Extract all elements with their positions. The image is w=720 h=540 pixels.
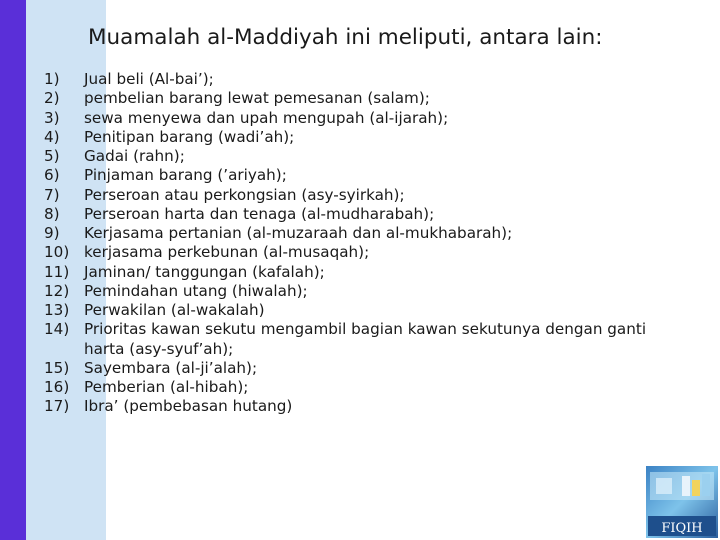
list-item-number: 6)	[44, 166, 60, 185]
list-item-number: 13)	[44, 301, 70, 319]
list-item-number: 1)	[44, 70, 60, 88]
decorative-band-dark	[0, 0, 26, 540]
slide-title: Muamalah al-Maddiyah ini meliputi, antara lain:	[88, 25, 603, 50]
list-item	[44, 397, 674, 416]
list-item-text: Ibra’ (pembebasan hutang)	[84, 397, 293, 416]
list-item-text: Penitipan barang (wadi’ah);	[84, 127, 295, 146]
list-item-number: 7)	[44, 185, 60, 204]
list-item	[44, 263, 674, 282]
list-item-number: 3)	[44, 108, 60, 127]
list-item	[44, 70, 674, 89]
list-item-text: Perseroan atau perkongsian (asy-syirkah);	[84, 185, 405, 204]
list-item-number: 15)	[44, 358, 70, 377]
list-item	[44, 147, 674, 166]
list-item	[44, 128, 674, 147]
list-item-number: 16)	[44, 378, 70, 396]
list-item-number: 12)	[44, 281, 70, 300]
list-item-number: 14)	[44, 320, 70, 339]
list-item	[44, 89, 674, 108]
list-item-text: Gadai (rahn);	[84, 147, 185, 165]
list-item-text: Jual beli (Al-bai’);	[84, 70, 214, 88]
list-item-text: sewa menyewa dan upah mengupah (al-ijarah);	[84, 108, 449, 127]
list-item-number: 2)	[44, 89, 60, 108]
list-item-number: 9)	[44, 224, 60, 242]
list-item-text: Pemberian (al-hibah);	[84, 378, 249, 396]
list-item	[44, 320, 674, 359]
list-item	[44, 243, 674, 262]
list-item-text: kerjasama perkebunan (al-musaqah);	[84, 243, 370, 262]
list-item-text: Prioritas kawan sekutu mengambil bagian kawan sekutunya dengan ganti harta (asy-syuf’ah);	[84, 320, 647, 358]
list-item	[44, 282, 674, 301]
list-item-number: 4)	[44, 127, 60, 146]
list-item-text: Sayembara (al-ji’alah);	[84, 358, 258, 377]
list-item-number: 17)	[44, 397, 70, 416]
list-item-text: Perwakilan (al-wakalah)	[84, 301, 265, 319]
list-item	[44, 224, 674, 243]
list-item-text: Pinjaman barang (’ariyah);	[84, 166, 287, 185]
list-item-number: 11)	[44, 262, 70, 281]
list-item	[44, 205, 674, 224]
list-item-text: Perseroan harta dan tenaga (al-mudharabah);	[84, 204, 435, 223]
list-item-number: 5)	[44, 147, 60, 165]
list-item-text: Pemindahan utang (hiwalah);	[84, 281, 308, 300]
list-item-number: 10)	[44, 243, 70, 262]
list-item	[44, 109, 674, 128]
list-item-text: Kerjasama pertanian (al-muzaraah dan al-mukhabarah);	[84, 224, 513, 242]
list-item	[44, 359, 674, 378]
muamalah-list	[44, 70, 674, 417]
list-item	[44, 166, 674, 185]
list-item-text: pembelian barang lewat pemesanan (salam);	[84, 89, 430, 108]
list-item	[44, 378, 674, 397]
book-cover-thumbnail	[646, 466, 718, 538]
list-item-text: Jaminan/ tanggungan (kafalah);	[84, 262, 325, 281]
list-item-number: 8)	[44, 204, 60, 223]
list-item	[44, 301, 674, 320]
thumbnail-caption: FIQIH	[661, 521, 703, 536]
list-item	[44, 186, 674, 205]
